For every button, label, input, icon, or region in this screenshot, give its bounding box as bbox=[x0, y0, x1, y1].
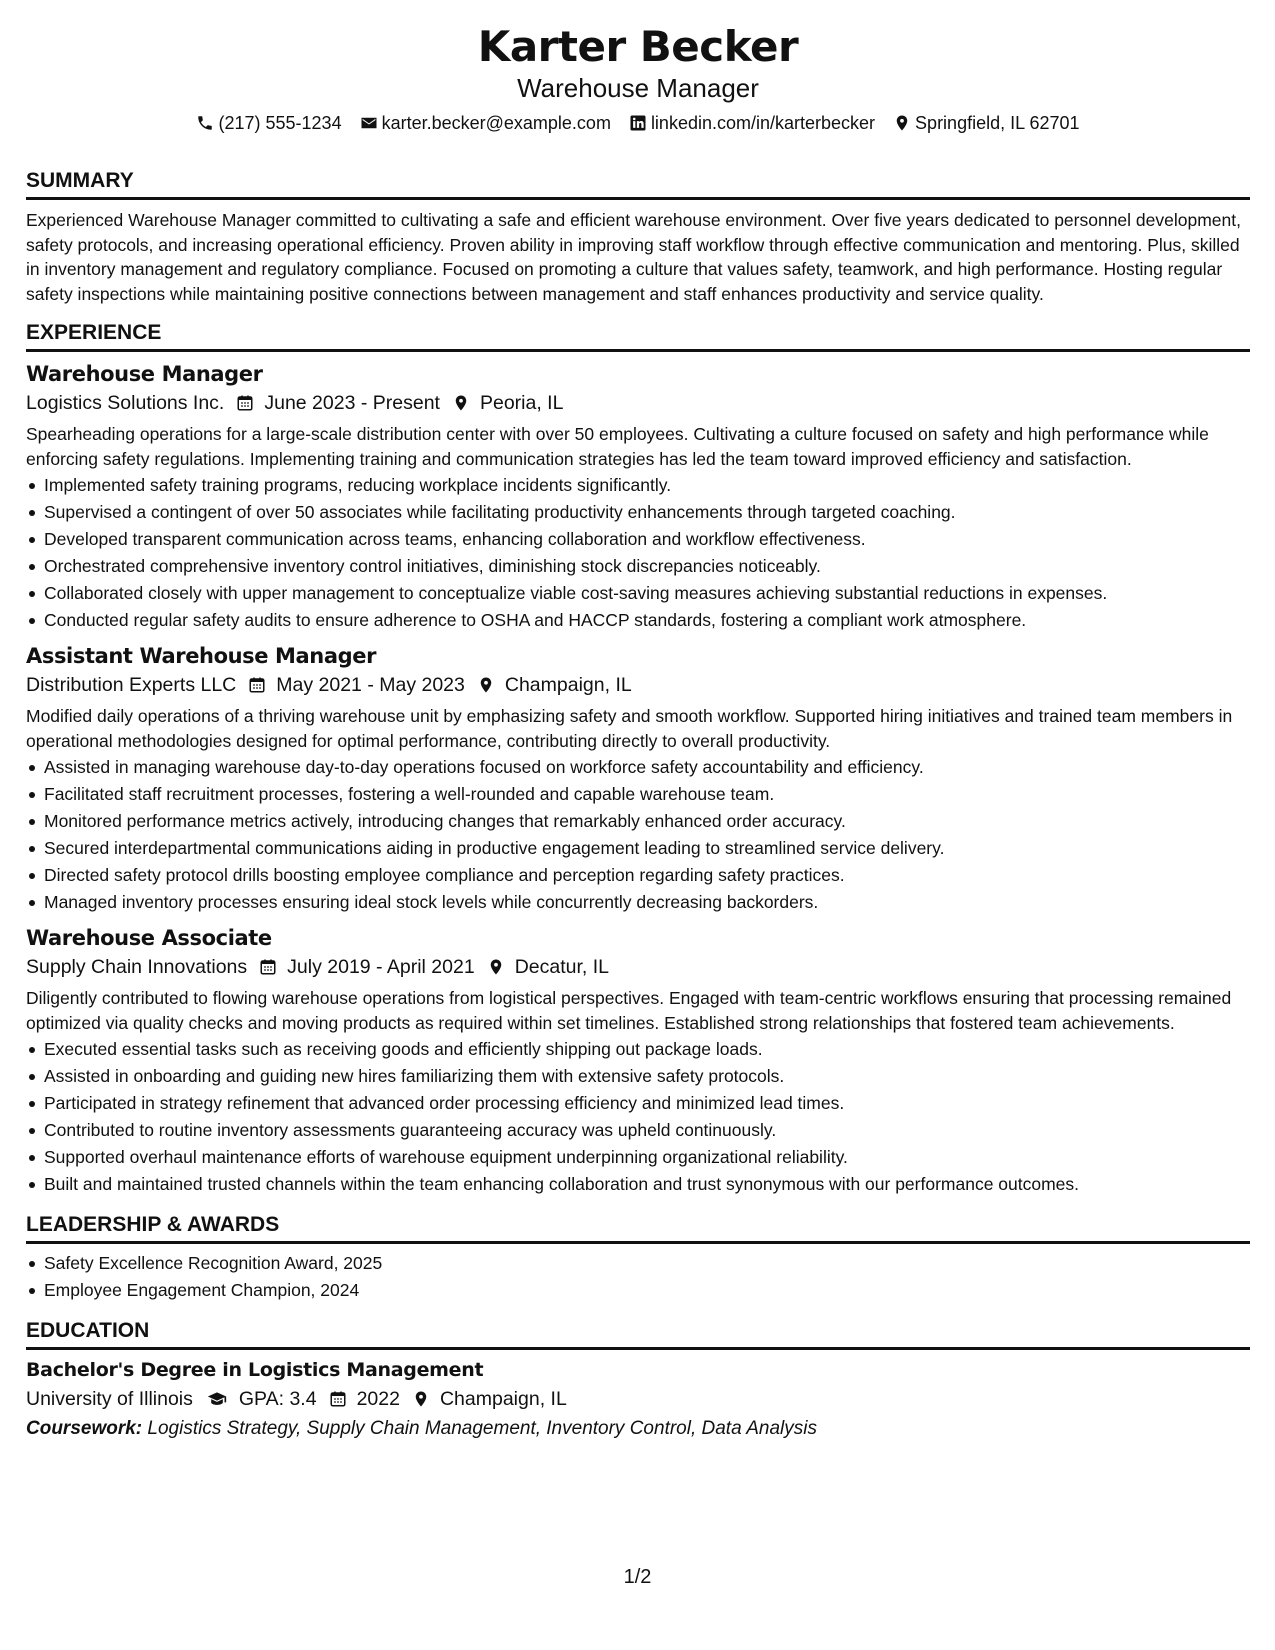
company-name: Logistics Solutions Inc. bbox=[26, 392, 225, 414]
contact-bar bbox=[26, 110, 1250, 136]
location-text: Springfield, IL 62701 bbox=[915, 113, 1080, 133]
calendar-icon bbox=[248, 676, 266, 694]
list-item: Supported overhaul maintenance efforts of warehouse equipment underpinning organizational reliability. bbox=[26, 1144, 1250, 1171]
contact-linkedin[interactable] bbox=[629, 110, 875, 136]
job-entry bbox=[26, 642, 1250, 916]
list-item: Assisted in onboarding and guiding new hires familiarizing them with extensive safety protocols. bbox=[26, 1063, 1250, 1090]
job-dates: June 2023 - Present bbox=[264, 392, 440, 414]
list-item: Collaborated closely with upper management to conceptualize viable cost-saving measures achieving substantial reductions in expenses. bbox=[26, 580, 1250, 607]
job-description: Modified daily operations of a thriving warehouse unit by emphasizing safety and smooth workflow. Supported hiring initiatives and trained team members in operational methodologies designed for optimal performance, contributing directly to overall productivity. bbox=[26, 706, 1233, 751]
list-item: Facilitated staff recruitment processes, fostering a well-rounded and capable warehouse team. bbox=[26, 781, 1250, 808]
list-item: Participated in strategy refinement that advanced order processing efficiency and minimized lead times. bbox=[26, 1090, 1250, 1117]
education-heading: EDUCATION bbox=[26, 1318, 1250, 1350]
resume-page bbox=[26, 22, 1250, 1444]
linkedin-icon bbox=[629, 114, 647, 132]
job-meta bbox=[26, 388, 1250, 418]
calendar-icon bbox=[236, 394, 254, 412]
list-item: Built and maintained trusted channels within the team enhancing collaboration and trust synonymous with our performance outcomes. bbox=[26, 1171, 1250, 1198]
map-pin-icon bbox=[477, 676, 495, 694]
education-location: Champaign, IL bbox=[439, 1388, 567, 1410]
list-item: Implemented safety training programs, reducing workplace incidents significantly. bbox=[26, 472, 1250, 499]
job-meta bbox=[26, 670, 1250, 700]
job-dates: May 2021 - May 2023 bbox=[276, 674, 465, 696]
job-bullets bbox=[26, 754, 1250, 916]
summary-text: Experienced Warehouse Manager committed to cultivating a safe and efficient warehouse environment. Over five years dedicated to personnel development, safety protocols, and increasing operational efficiency. Proven ability in improving staff workflow through effective communication and mentoring. Plus, skilled in inventory management and regulatory compliance. Focused on promoting a culture that values safety, teamwork, and high performance. Hosting regular safety inspections while maintaining positive connections between management and staff enhances productivity and service quality. bbox=[26, 210, 1241, 304]
job-dates: July 2019 - April 2021 bbox=[287, 956, 475, 978]
job-description: Spearheading operations for a large-scale distribution center with over 50 employees. Cultivating a culture focused on safety and high performance while enforcing safety regulations. Implementing training and communication strategies has led the team toward improved efficiency and satisfaction. bbox=[26, 424, 1209, 469]
awards-heading: LEADERSHIP & AWARDS bbox=[26, 1212, 1250, 1244]
list-item: Directed safety protocol drills boosting employee compliance and perception regarding safety practices. bbox=[26, 862, 1250, 889]
job-title: Warehouse Associate bbox=[26, 926, 272, 950]
awards-list bbox=[26, 1250, 1250, 1304]
phone-icon bbox=[196, 114, 214, 132]
list-item: Employee Engagement Champion, 2024 bbox=[26, 1277, 1250, 1304]
job-entry bbox=[26, 360, 1250, 634]
map-pin-icon bbox=[893, 114, 911, 132]
list-item: Orchestrated comprehensive inventory control initiatives, diminishing stock discrepancies noticeably. bbox=[26, 553, 1250, 580]
education-degree: Bachelor's Degree in Logistics Management bbox=[26, 1359, 484, 1381]
envelope-icon bbox=[360, 114, 378, 132]
job-title: Warehouse Manager bbox=[26, 362, 263, 386]
job-bullets bbox=[26, 1036, 1250, 1198]
list-item: Monitored performance metrics actively, introducing changes that remarkably enhanced order accuracy. bbox=[26, 808, 1250, 835]
job-location: Peoria, IL bbox=[479, 392, 564, 414]
list-item: Managed inventory processes ensuring ideal stock levels while concurrently decreasing backorders. bbox=[26, 889, 1250, 916]
coursework-label: Coursework: bbox=[26, 1418, 143, 1439]
list-item: Contributed to routine inventory assessments guaranteeing accuracy was upheld continuously. bbox=[26, 1117, 1250, 1144]
list-item: Developed transparent communication across teams, enhancing collaboration and workflow effectiveness. bbox=[26, 526, 1250, 553]
graduation-cap-icon bbox=[205, 1389, 229, 1409]
map-pin-icon bbox=[452, 394, 470, 412]
education-gpa: GPA: 3.4 bbox=[238, 1388, 317, 1410]
page-number: 1/2 bbox=[623, 1566, 652, 1588]
map-pin-icon bbox=[487, 958, 505, 976]
job-location: Champaign, IL bbox=[504, 674, 632, 696]
education-meta bbox=[26, 1384, 1250, 1414]
candidate-title: Warehouse Manager bbox=[517, 73, 759, 103]
list-item: Conducted regular safety audits to ensure adherence to OSHA and HACCP standards, fostering a compliant work atmosphere. bbox=[26, 607, 1250, 634]
education-year: 2022 bbox=[356, 1388, 400, 1410]
calendar-icon bbox=[259, 958, 277, 976]
job-meta bbox=[26, 952, 1250, 982]
coursework-line bbox=[26, 1414, 1250, 1444]
summary-heading: SUMMARY bbox=[26, 168, 1250, 200]
contact-email[interactable] bbox=[360, 110, 611, 136]
candidate-name: Karter Becker bbox=[477, 22, 799, 71]
coursework-text: Logistics Strategy, Supply Chain Management, Inventory Control, Data Analysis bbox=[147, 1418, 817, 1439]
contact-location bbox=[893, 110, 1079, 136]
list-item: Safety Excellence Recognition Award, 2025 bbox=[26, 1250, 1250, 1277]
school-name: University of Illinois bbox=[26, 1388, 193, 1410]
phone-text: (217) 555-1234 bbox=[218, 113, 342, 133]
job-entry bbox=[26, 924, 1250, 1198]
job-description: Diligently contributed to flowing warehouse operations from logistical perspectives. Engaged with team-centric workflows ensuring that processing remained optimized via quality checks and moving products as required within set timelines. Established strong relationships that fostered team achievements. bbox=[26, 988, 1232, 1033]
company-name: Supply Chain Innovations bbox=[26, 956, 248, 978]
job-title: Assistant Warehouse Manager bbox=[26, 644, 377, 668]
experience-heading: EXPERIENCE bbox=[26, 320, 1250, 352]
email-text: karter.becker@example.com bbox=[381, 113, 611, 133]
linkedin-text: linkedin.com/in/karterbecker bbox=[650, 113, 876, 133]
job-location: Decatur, IL bbox=[514, 956, 610, 978]
list-item: Secured interdepartmental communications aiding in productive engagement leading to streamlined service delivery. bbox=[26, 835, 1250, 862]
company-name: Distribution Experts LLC bbox=[26, 674, 237, 696]
job-bullets bbox=[26, 472, 1250, 634]
calendar-icon bbox=[329, 1390, 347, 1408]
list-item: Supervised a contingent of over 50 associates while facilitating productivity enhancements through targeted coaching. bbox=[26, 499, 1250, 526]
contact-phone[interactable] bbox=[196, 110, 341, 136]
map-pin-icon bbox=[412, 1390, 430, 1408]
list-item: Assisted in managing warehouse day-to-day operations focused on workforce safety accountability and efficiency. bbox=[26, 754, 1250, 781]
list-item: Executed essential tasks such as receiving goods and efficiently shipping out package loads. bbox=[26, 1036, 1250, 1063]
